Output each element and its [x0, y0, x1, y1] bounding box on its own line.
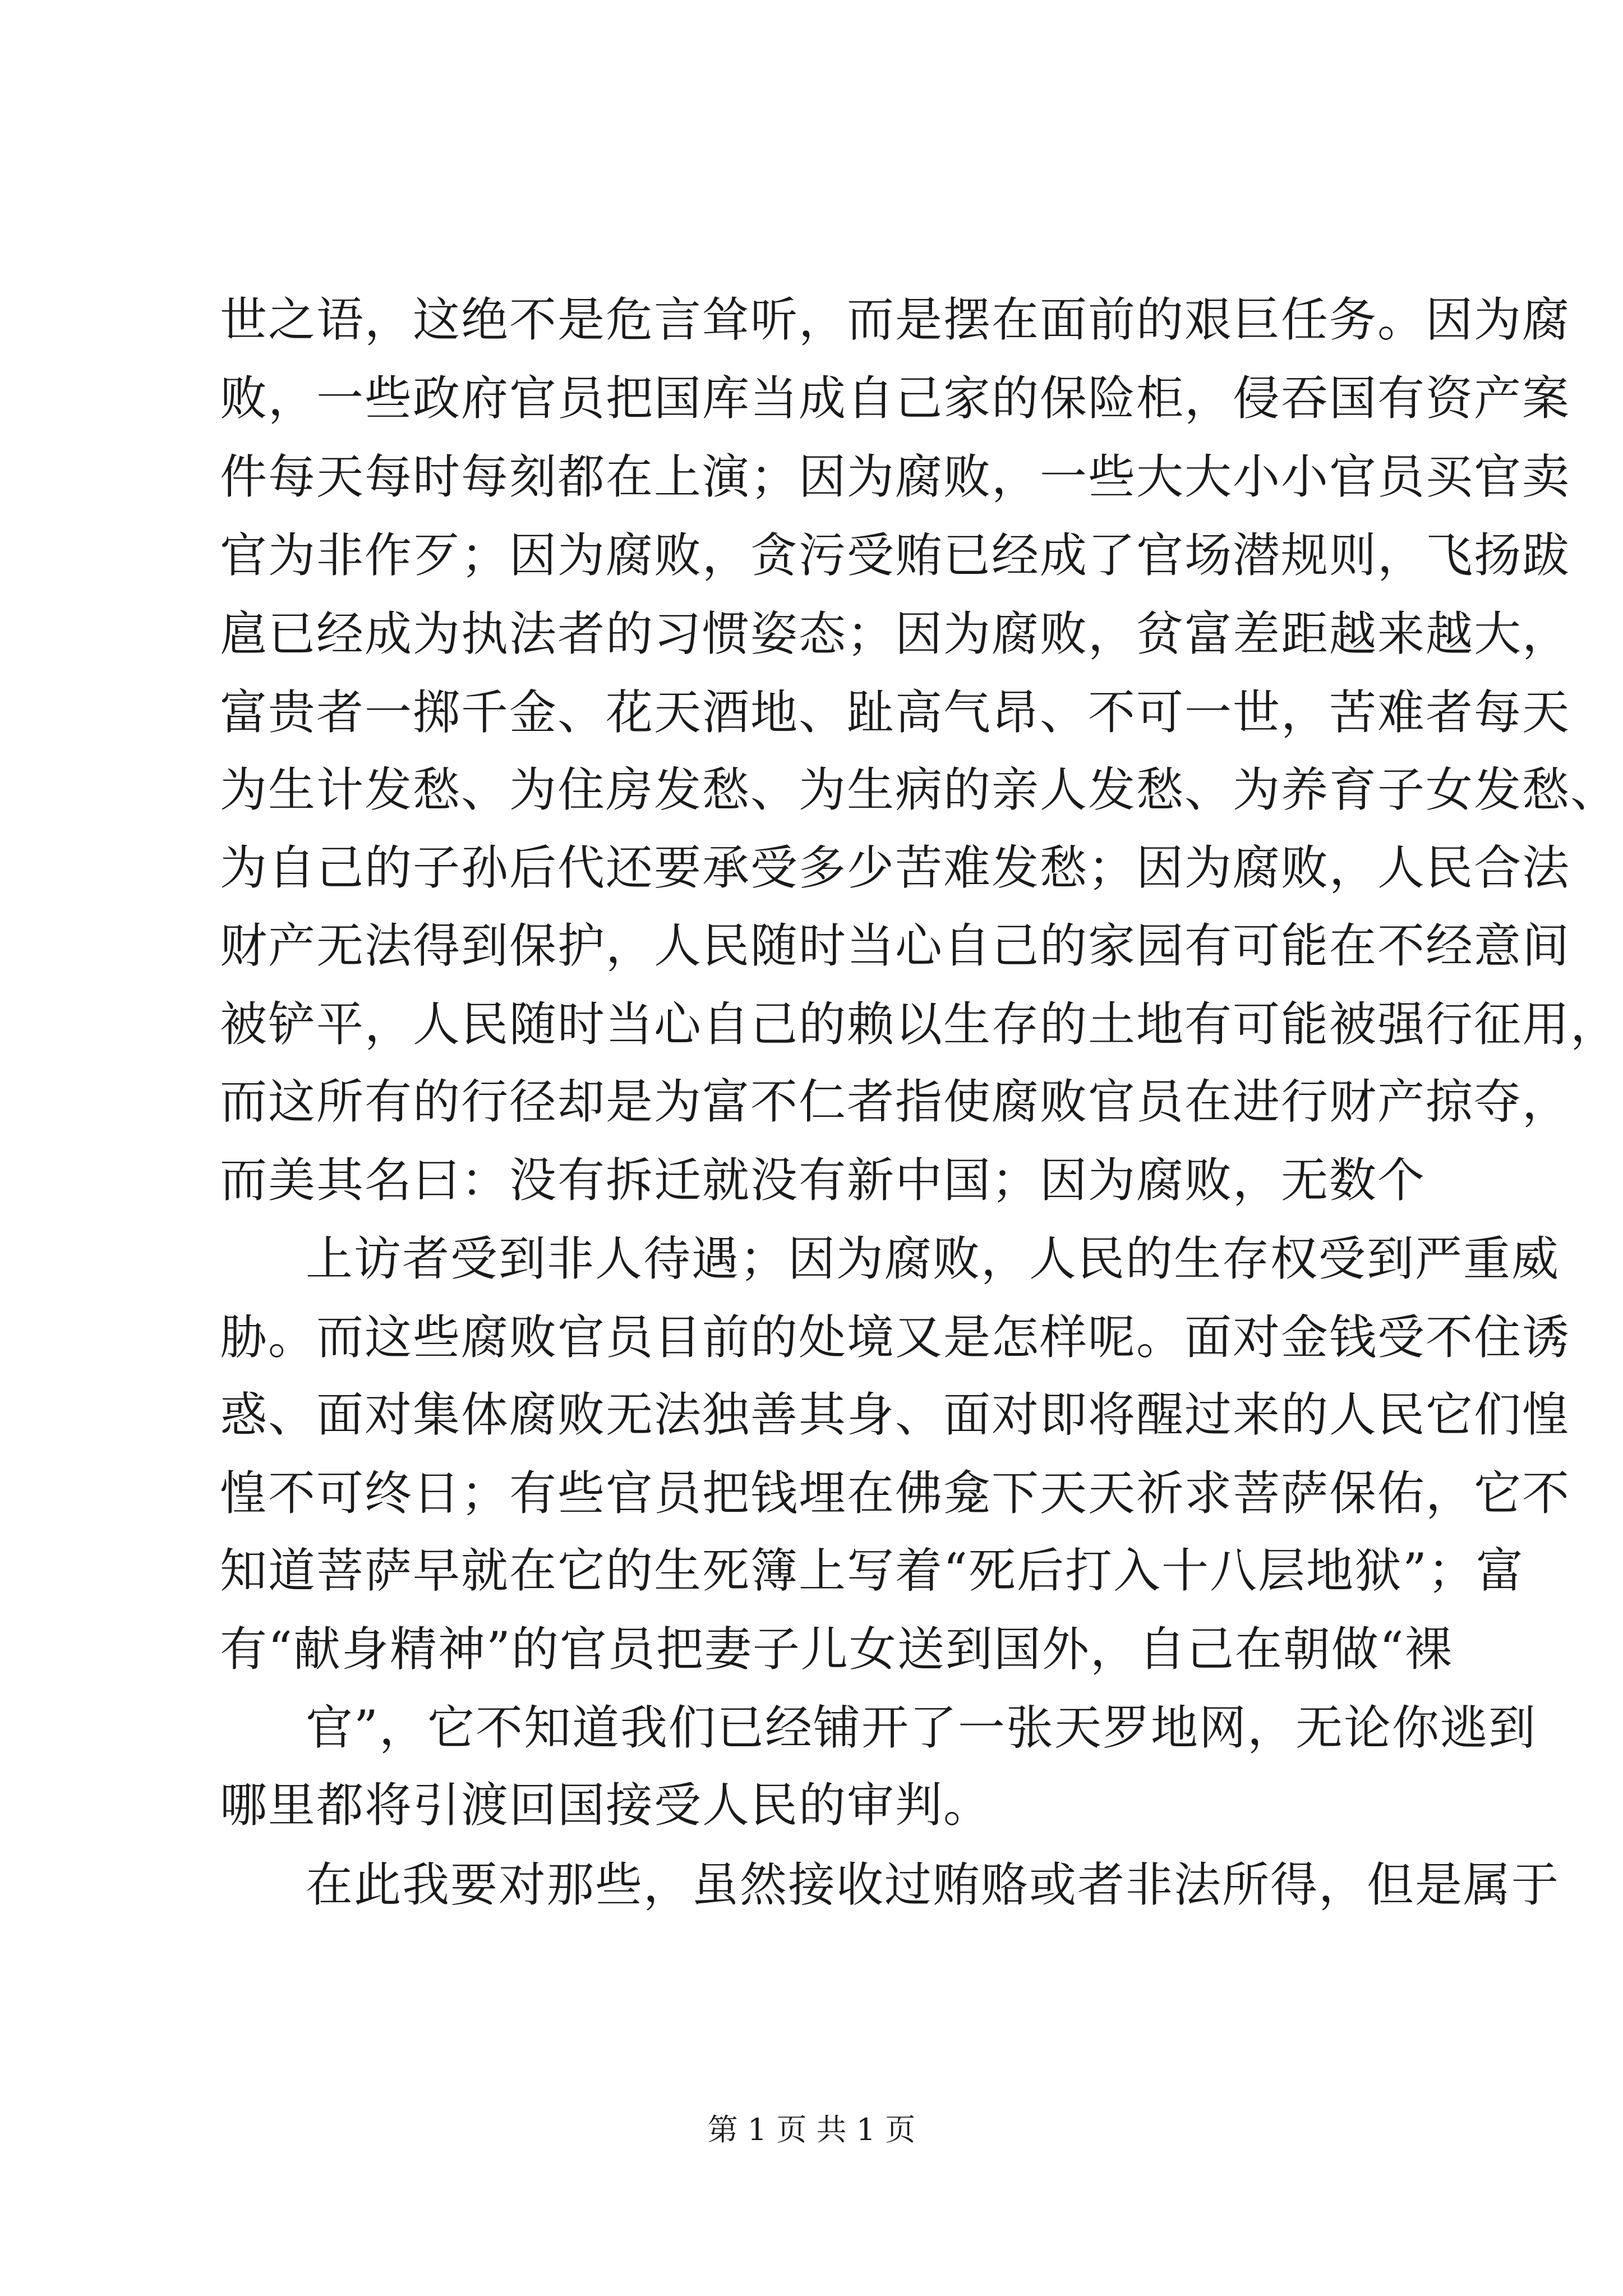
text-line: 胁。而这些腐败官员目前的处境又是怎样呢。面对金钱受不住诱 [220, 1310, 1571, 1365]
page-footer: 第 1 页 共 1 页 [707, 2112, 916, 2147]
text-line: 而美其名曰：没有拆迁就没有新中国；因为腐败，无数个 [220, 1153, 1426, 1208]
text-line: 哪里都将引渡回国接受人民的审判。 [220, 1778, 992, 1833]
text-line: 为生计发愁、为住房发愁、为生病的亲人发愁、为养育子女发愁、 [220, 762, 1619, 817]
text-line: 官为非作歹；因为腐败，贪污受贿已经成了官场潜规则，飞扬跋 [220, 528, 1571, 583]
text-line: 上访者受到非人待遇；因为腐败，人民的生存权受到严重威 [306, 1231, 1560, 1286]
text-line: 官”，它不知道我们已经铺开了一张天罗地网，无论你逃到 [306, 1700, 1537, 1755]
text-line: 富贵者一掷千金、花天酒地、趾高气昂、不可一世，苦难者每天 [220, 685, 1571, 740]
text-line: 败，一些政府官员把国库当成自己家的保险柜，侵吞国有资产案 [220, 371, 1571, 426]
text-line: 而这所有的行径却是为富不仁者指使腐败官员在进行财产掠夺， [220, 1074, 1571, 1129]
text-line: 件每天每时每刻都在上演；因为腐败，一些大大小小官员买官卖 [220, 449, 1571, 504]
text-line: 为自己的子孙后代还要承受多少苦难发愁；因为腐败，人民合法 [220, 840, 1571, 895]
text-line: 财产无法得到保护，人民随时当心自己的家园有可能在不经意间 [220, 918, 1571, 973]
text-line: 被铲平，人民随时当心自己的赖以生存的土地有可能被强行征用， [220, 997, 1619, 1052]
text-line: 惑、面对集体腐败无法独善其身、面对即将醒过来的人民它们惶 [220, 1387, 1571, 1442]
text-line: 扈已经成为执法者的习惯姿态；因为腐败，贫富差距越来越大， [220, 606, 1571, 661]
text-line: 有“献身精神”的官员把妻子儿女送到国外，自己在朝做“裸 [220, 1622, 1453, 1677]
text-line: 惶不可终日；有些官员把钱埋在佛龛下天天祈求菩萨保佑，它不 [220, 1466, 1571, 1521]
text-line: 在此我要对那些，虽然接收过贿赂或者非法所得，但是属于 [306, 1857, 1560, 1912]
text-line: 世之语，这绝不是危言耸听，而是摆在面前的艰巨任务。因为腐 [220, 292, 1571, 347]
text-line: 知道菩萨早就在它的生死簿上写着“死后打入十八层地狱”；富 [220, 1543, 1524, 1598]
